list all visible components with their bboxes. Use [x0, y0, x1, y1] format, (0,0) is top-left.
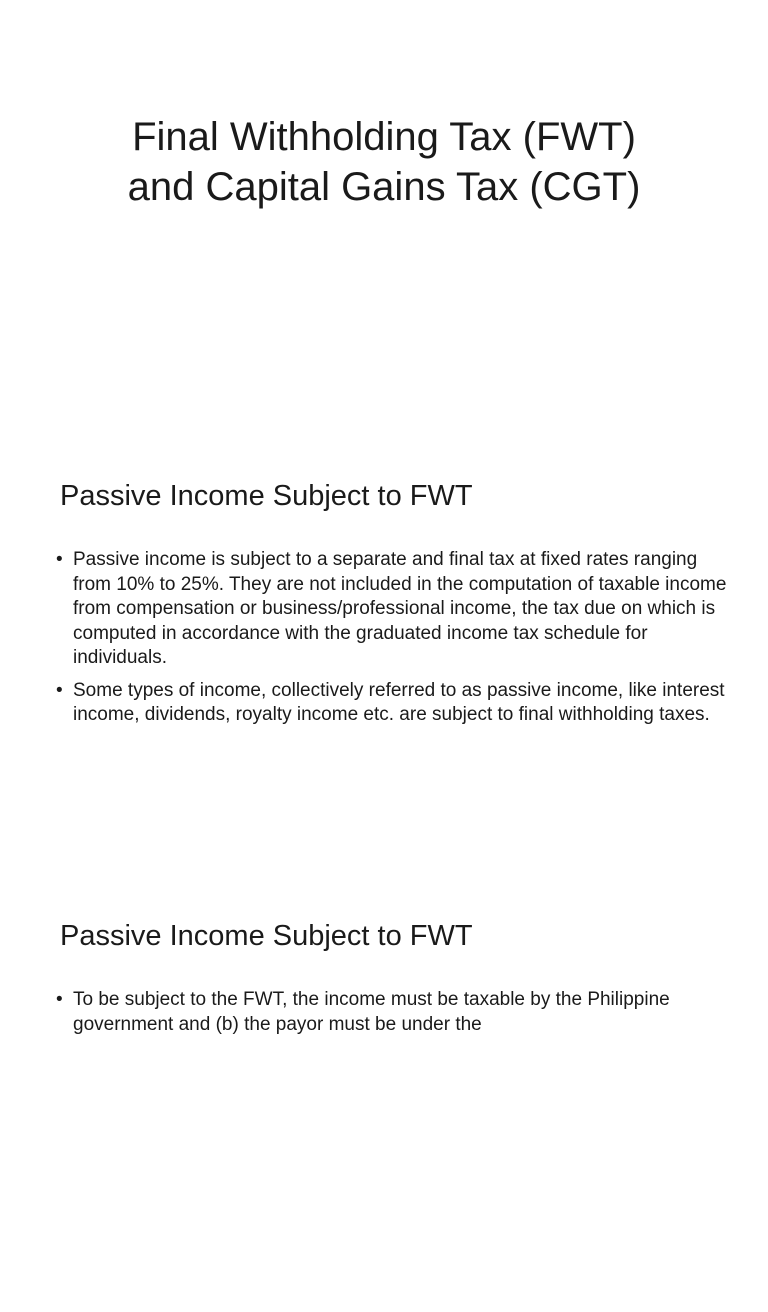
title-line-2: and Capital Gains Tax (CGT)	[127, 165, 641, 209]
bullet-text: Some types of income, collectively referred to as passive income, like interest income, dividends, royalty income etc. are subject to final withholding taxes.	[73, 679, 725, 725]
bullet-item	[56, 548, 728, 671]
slide-title	[0, 112, 768, 212]
slide-heading: Passive Income Subject to FWT	[60, 480, 473, 512]
bullet-icon: •	[56, 989, 63, 1010]
bullet-item	[56, 679, 728, 728]
slide-heading: Passive Income Subject to FWT	[60, 920, 473, 952]
bullet-text: Passive income is subject to a separate and final tax at fixed rates ranging from 10% to 25%. They are not included in the computation of taxable income from compensation or business/professional income, the tax due on which is computed in accordance with the graduated income tax schedule for individuals.	[73, 549, 727, 668]
title-line-1: Final Withholding Tax (FWT)	[132, 115, 636, 159]
title-slide	[0, 0, 768, 432]
bullet-list	[56, 548, 728, 736]
bullet-text: To be subject to the FWT, the income must be taxable by the Philippine government and (b) the payor must be under the	[73, 989, 670, 1035]
bullet-icon: •	[56, 679, 63, 701]
content-slide-passive-income	[0, 440, 768, 872]
bullet-item	[56, 988, 728, 1037]
bullet-icon: •	[56, 549, 63, 570]
content-slide-fwt-conditions	[0, 880, 768, 1312]
bullet-list	[56, 988, 728, 1045]
